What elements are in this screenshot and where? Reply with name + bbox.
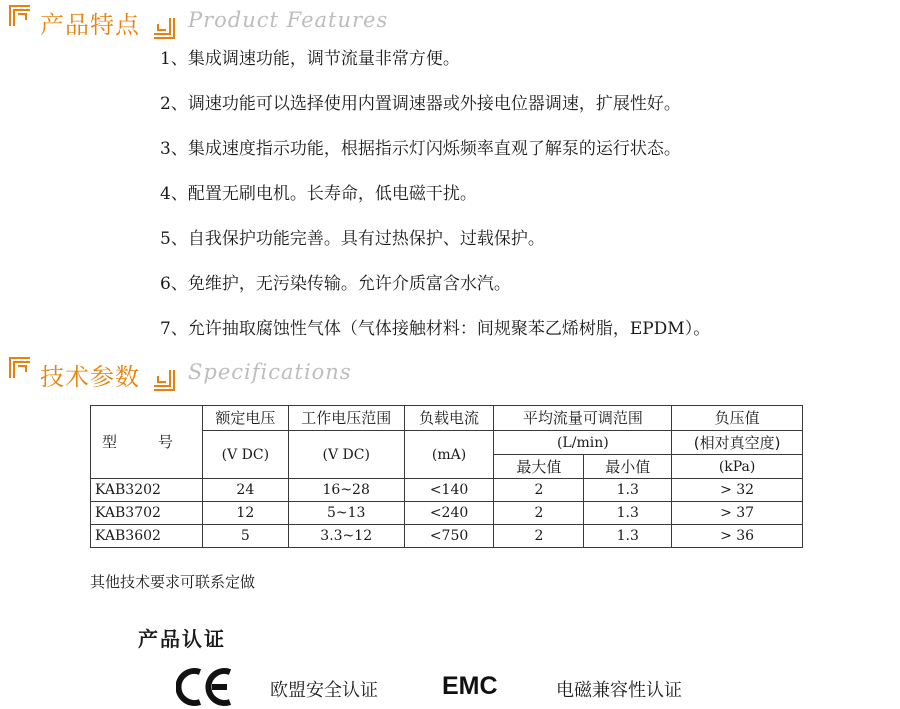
cell-current: <140 [404,479,494,502]
header-vacuum-note: (相对真空度) [672,431,803,455]
cell-range: 3.3~12 [288,525,404,548]
header-flow-max: 最大值 [494,455,584,479]
cell-flow-max: 2 [494,502,584,525]
header-flow-unit: (L/min) [494,431,672,455]
certification-title: 产品认证 [138,627,226,651]
section-subtitle-en: Specifications [188,360,352,384]
feature-item: 3、集成速度指示功能，根据指示灯闪烁频率直观了解泵的运行状态。 [160,139,681,159]
cell-voltage: 24 [202,479,288,502]
cell-current: <750 [404,525,494,548]
section-subtitle-en: Product Features [188,8,389,32]
header-current: 负载电流 [404,406,494,431]
custom-order-note: 其他技术要求可联系定做 [90,573,256,591]
spec-table [90,405,803,548]
header-current-unit: (mA) [404,431,494,479]
header-flow: 平均流量可调范围 [494,406,672,431]
cell-range: 5~13 [288,502,404,525]
header-vacuum: 负压值 [672,406,803,431]
table-row [91,479,803,502]
cell-model: KAB3202 [91,479,203,502]
cell-range: 16~28 [288,479,404,502]
cell-model: KAB3702 [91,502,203,525]
table-row [91,502,803,525]
cell-current: <240 [404,502,494,525]
cell-vacuum: > 32 [672,479,803,502]
cell-flow-min: 1.3 [584,479,672,502]
header-vacuum-unit: (kPa) [672,455,803,479]
cell-vacuum: > 36 [672,525,803,548]
feature-list [160,48,710,363]
cell-flow-min: 1.3 [584,525,672,548]
specs-section-header [8,354,428,398]
cell-flow-max: 2 [494,525,584,548]
header-model: 型 号 [91,406,203,479]
feature-item: 6、免维护，无污染传输。允许介质富含水汽。 [160,274,511,294]
feature-item: 2、调速功能可以选择使用内置调速器或外接电位器调速，扩展性好。 [160,94,681,114]
cell-voltage: 5 [202,525,288,548]
feature-item: 5、自我保护功能完善。具有过热保护、过载保护。 [160,229,545,249]
cell-model: KAB3602 [91,525,203,548]
feature-item: 1、集成调速功能，调节流量非常方便。 [160,49,460,69]
feature-item: 4、配置无刷电机。长寿命，低电磁干扰。 [160,184,477,204]
emc-logo: EMC [442,672,498,700]
emc-cert-label: 电磁兼容性认证 [556,680,682,701]
features-section-header [8,2,428,46]
header-voltage-range-unit: (V DC) [288,431,404,479]
cell-flow-max: 2 [494,479,584,502]
cell-flow-min: 1.3 [584,502,672,525]
ce-cert-label: 欧盟安全认证 [270,680,378,701]
cell-vacuum: > 37 [672,502,803,525]
table-row [91,525,803,548]
cell-voltage: 12 [202,502,288,525]
header-voltage-range: 工作电压范围 [288,406,404,431]
header-voltage-unit: (V DC) [202,431,288,479]
feature-item: 7、允许抽取腐蚀性气体（气体接触材料：间规聚苯乙烯树脂，EPDM）。 [160,319,711,339]
ce-mark-icon [176,666,234,708]
header-voltage: 额定电压 [202,406,288,431]
header-flow-min: 最小值 [584,455,672,479]
section-title: 产品特点 [40,11,140,39]
section-title: 技术参数 [40,363,140,391]
